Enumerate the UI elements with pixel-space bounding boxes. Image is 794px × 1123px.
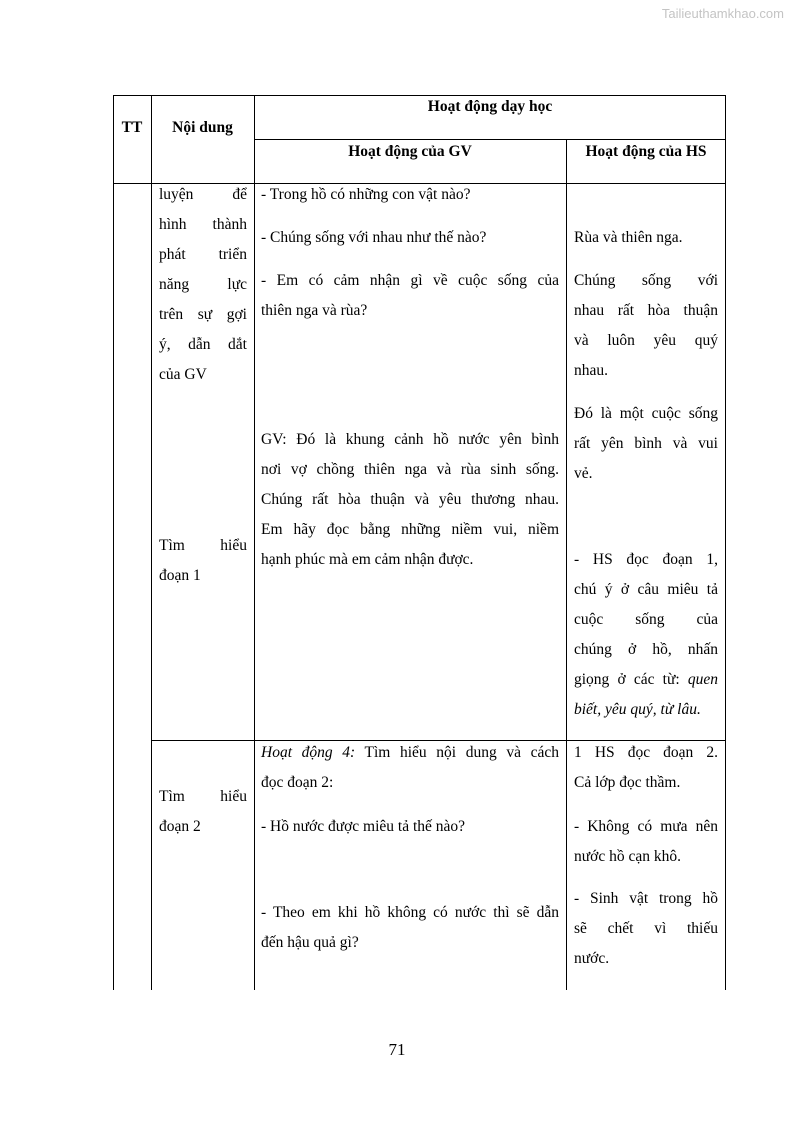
hs-answer-line: cuộc sống của (574, 611, 718, 628)
row1-content-part2 (159, 531, 247, 591)
col-divider-gv (566, 139, 567, 990)
gv-question-line: đến hậu quả gì? (261, 934, 359, 951)
hs-answer-line: chú ý ở câu miêu tả (574, 581, 718, 598)
activity-label: Hoạt động 4: (261, 744, 356, 761)
header-hd-hs: Hoạt động của HS (585, 143, 707, 160)
row1-gv-note (261, 425, 559, 575)
hs-answer-line: Cả lớp đọc thầm. (574, 774, 681, 791)
row1-gv-q2 (261, 223, 559, 253)
content-line: của GV (159, 366, 207, 383)
gv-question-line: - Theo em khi hồ không có nước thì sẽ dẫn (261, 904, 559, 921)
content-line: Tìm hiểu (159, 537, 247, 554)
page-number: 71 (388, 1040, 406, 1059)
gv-question: - Chúng sống với nhau như thế nào? (261, 229, 487, 246)
hs-answer-line: nước. (574, 950, 610, 967)
hs-answer-line: sẽ chết vì thiếu (574, 920, 718, 937)
gv-question-line: thiên nga và rùa? (261, 302, 368, 319)
content-line: ý, dẫn dắt (159, 336, 247, 353)
hs-answer-text: giọng ở các từ: (574, 671, 688, 688)
hs-answer-line: và luôn yêu quý (574, 332, 718, 349)
hs-answer-line: Chúng sống với (574, 272, 718, 289)
hs-answer-line: nhau rất hòa thuận (574, 302, 718, 319)
table-left-border (113, 95, 114, 990)
content-line: hình thành (159, 216, 247, 233)
gv-note-line: hạnh phúc mà em cảm nhận được. (261, 551, 474, 568)
gv-note-line: GV: Đó là khung cảnh hồ nước yên bình (261, 431, 559, 448)
content-line: Tìm hiểu (159, 788, 247, 805)
activity-line: đọc đoạn 2: (261, 774, 334, 791)
row2-hs-a2 (574, 812, 718, 872)
row1-content (159, 180, 247, 390)
content-line: đoạn 1 (159, 567, 201, 584)
hs-answer-line: 1 HS đọc đoạn 2. (574, 744, 718, 761)
content-line: năng lực (159, 276, 247, 293)
row1-hs-a4 (574, 545, 718, 725)
hs-answer-line: nước hồ cạn khô. (574, 848, 681, 865)
activity-text: Tìm hiểu nội dung và cách (355, 744, 559, 761)
row2-content (159, 782, 247, 842)
watermark: Tailieuthamkhao.com (661, 6, 784, 21)
hs-answer-line: nhau. (574, 362, 609, 379)
hs-answer-line: - Sinh vật trong hồ (574, 890, 718, 907)
content-line: phát triển (159, 246, 247, 263)
col-divider-tt (151, 95, 152, 990)
row2-gv-q2 (261, 898, 559, 958)
gv-note-line: nơi vợ chồng thiên nga và rùa sinh sống. (261, 461, 559, 478)
header-noi-dung: Nội dung (172, 119, 233, 136)
header-hd-gv: Hoạt động của GV (348, 143, 472, 160)
row2-gv-activity (261, 738, 559, 798)
gv-note-line: Chúng rất hòa thuận và yêu thương nhau. (261, 491, 559, 508)
table-right-border (725, 95, 726, 990)
gv-note-line: Em hãy đọc bằng những niềm vui, niềm (261, 521, 559, 538)
row2-gv-q1 (261, 812, 559, 842)
hs-answer-line: chúng ở hồ, nhấn (574, 641, 718, 658)
hs-answer-italic: quen (687, 671, 718, 688)
hs-answer-line: Đó là một cuộc sống (574, 405, 718, 422)
activity-line (261, 738, 559, 768)
gv-question: - Hồ nước được miêu tả thế nào? (261, 818, 466, 835)
content-line: trên sự gợi (159, 306, 247, 323)
hs-answer-line (574, 665, 718, 695)
row2-hs-a1 (574, 738, 718, 798)
hs-answer-line: rất yên bình và vui (574, 435, 718, 452)
hs-answer-italic-line: biết, yêu quý, từ lâu. (574, 701, 701, 718)
gv-question-line: - Em có cảm nhận gì về cuộc sống của (261, 272, 559, 289)
row2-hs-a3 (574, 884, 718, 974)
content-line: đoạn 2 (159, 818, 201, 835)
row1-hs-a2 (574, 266, 718, 386)
row1-hs-a1 (574, 223, 718, 253)
row1-gv-q3 (261, 266, 559, 326)
col-divider-content (254, 95, 255, 990)
hs-answer-line: - HS đọc đoạn 1, (574, 551, 718, 568)
header-tt: TT (121, 119, 143, 136)
hs-answer: Rùa và thiên nga. (574, 229, 683, 246)
row1-gv-q1 (261, 180, 559, 210)
hs-answer-line: - Không có mưa nên (574, 818, 718, 835)
header-hoat-dong-day-hoc: Hoạt động dạy học (427, 98, 553, 115)
row1-hs-a3 (574, 399, 718, 489)
content-line: luyện để (159, 186, 247, 203)
gv-question: - Trong hồ có những con vật nào? (261, 186, 471, 203)
hs-answer-line: vẻ. (574, 465, 593, 482)
